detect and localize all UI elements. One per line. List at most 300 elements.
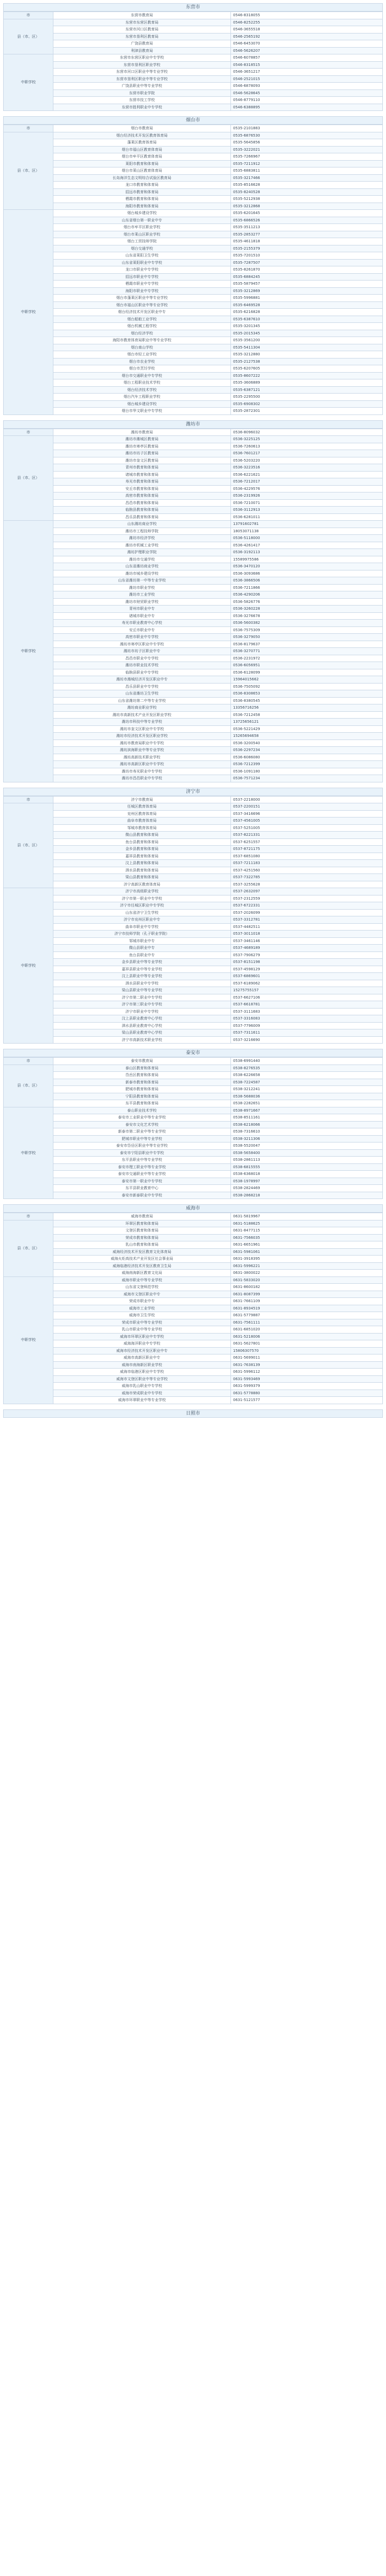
institution-name: 泰安市第一职业中专学校 <box>53 1178 231 1185</box>
table-row <box>4 563 383 570</box>
table-row <box>4 1171 383 1178</box>
table-row <box>4 768 383 775</box>
phone-number: 0535-6876530 <box>231 132 383 139</box>
phone-number: 0538-8511161 <box>231 1114 383 1122</box>
table-row <box>4 1149 383 1157</box>
phone-number: 0535-8516628 <box>231 182 383 189</box>
table-row <box>4 1093 383 1100</box>
phone-number: 0535-6469528 <box>231 301 383 309</box>
phone-number: 0537-6722331 <box>231 902 383 910</box>
city-header: 日照市 <box>3 1409 383 1418</box>
institution-name: 文登区教育和体育局 <box>53 1227 231 1235</box>
table-row <box>4 344 383 351</box>
table-row <box>4 1163 383 1171</box>
institution-name: 东营市技工学校 <box>53 97 231 104</box>
institution-name: 潍坊市寿光职业中专学校 <box>53 768 231 775</box>
city-table <box>3 125 383 415</box>
phone-number: 0537-3111683 <box>231 1008 383 1015</box>
table-row <box>4 316 383 323</box>
table-row <box>4 132 383 139</box>
phone-number: 0538-2824469 <box>231 1185 383 1192</box>
table-row <box>4 690 383 698</box>
institution-name: 山东省潍坊第一中等专业学校 <box>53 577 231 585</box>
institution-name: 烟台市交通职业中专学校 <box>53 372 231 379</box>
table-row <box>4 1390 383 1397</box>
institution-name: 东平县职业中等专业学校 <box>53 1157 231 1164</box>
table-row <box>4 676 383 684</box>
table-row <box>4 937 383 945</box>
institution-name: 荣成市职业中等专业学校 <box>53 1319 231 1326</box>
institution-name: 山东潍坊商业学校 <box>53 521 231 528</box>
phone-number: 0537-2200151 <box>231 803 383 811</box>
table-row <box>4 1241 383 1249</box>
city-table <box>3 1213 383 1404</box>
table-row <box>4 1220 383 1227</box>
table-row <box>4 273 383 281</box>
institution-name: 汶上县职业中等专业学校 <box>53 973 231 980</box>
table-row <box>4 40 383 48</box>
institution-name: 嘉祥县教育和体育局 <box>53 853 231 860</box>
table-row <box>4 379 383 387</box>
phone-number: 0536-4261417 <box>231 542 383 549</box>
institution-name: 威海市乳山职业中专学校 <box>53 1383 231 1390</box>
table-row <box>4 443 383 450</box>
phone-number: 0535-2155379 <box>231 245 383 252</box>
table-row <box>4 33 383 40</box>
phone-number: 0537-8721175 <box>231 846 383 853</box>
institution-name: 潍坊市交通学校 <box>53 556 231 563</box>
table-row <box>4 697 383 704</box>
phone-number: 0536-2319926 <box>231 492 383 500</box>
table-row <box>4 1305 383 1312</box>
table-row <box>4 747 383 754</box>
phone-number: 0538-5688036 <box>231 1093 383 1100</box>
table-row <box>4 683 383 690</box>
table-row <box>4 1029 383 1037</box>
table-row <box>4 796 383 803</box>
institution-name: 山东省济宁卫生学校 <box>53 909 231 916</box>
phone-number: 0537-2632097 <box>231 888 383 895</box>
institution-name: 高密市教育和体育局 <box>53 492 231 500</box>
institution-name: 济宁高新区教育体育局 <box>53 881 231 888</box>
institution-name: 宁阳县教育和体育局 <box>53 1093 231 1100</box>
institution-name: 济宁市第一职业中专学校 <box>53 895 231 902</box>
phone-number: 0537-7906279 <box>231 951 383 959</box>
table-row <box>4 1100 383 1107</box>
phone-number: 0631-3800022 <box>231 1270 383 1277</box>
table-row <box>4 245 383 252</box>
table-row <box>4 966 383 973</box>
institution-name: 烟台市蓬莱区职业中等专业学校 <box>53 295 231 302</box>
table-row <box>4 1008 383 1015</box>
phone-number: 0546-3655518 <box>231 26 383 33</box>
table-row <box>4 89 383 97</box>
institution-name: 青州市教育和体育局 <box>53 464 231 472</box>
institution-name: 威海市经济技术开发区职业中专 <box>53 1347 231 1354</box>
institution-name: 诸城市职业中专 <box>53 612 231 620</box>
table-row <box>4 485 383 492</box>
table-row <box>4 1276 383 1284</box>
institution-name: 乳山市职业中等专业学校 <box>53 1326 231 1334</box>
phone-number: 0538-6815555 <box>231 1163 383 1171</box>
table-row <box>4 1248 383 1256</box>
phone-number: 0537-8151198 <box>231 959 383 966</box>
phone-number: 0536-8096032 <box>231 429 383 436</box>
institution-name: 东营市教育局 <box>53 12 231 19</box>
phone-number: 0631-5627801 <box>231 1340 383 1348</box>
phone-number: 0538-8971667 <box>231 1107 383 1114</box>
phone-number: 0536-3200540 <box>231 740 383 747</box>
table-row <box>4 125 383 132</box>
city-header: 东营市 <box>3 3 383 12</box>
table-row <box>4 577 383 585</box>
phone-number: 0631-8477115 <box>231 1227 383 1235</box>
city-header: 烟台市 <box>3 116 383 125</box>
table-row <box>4 26 383 33</box>
institution-name: 威海市高新区职业中专 <box>53 1354 231 1362</box>
phone-number: 0536-3270771 <box>231 648 383 655</box>
table-row <box>4 803 383 811</box>
table-row <box>4 902 383 910</box>
institution-name: 岱岳区教育和体育局 <box>53 1072 231 1079</box>
institution-name: 威海市卫生学校 <box>53 1312 231 1319</box>
institution-name: 潍坊市城乡建设学校 <box>53 570 231 577</box>
phone-number: 0546-6388895 <box>231 104 383 111</box>
institution-name: 荣成市教育和体育局 <box>53 1234 231 1241</box>
table-row <box>4 626 383 634</box>
table-row <box>4 754 383 761</box>
table-row <box>4 669 383 676</box>
institution-name: 微山县职业中专 <box>53 945 231 952</box>
table-row <box>4 351 383 359</box>
table-row <box>4 556 383 563</box>
institution-name: 海阳市教育体育局职业中等专业学校 <box>53 337 231 344</box>
table-row <box>4 867 383 874</box>
institution-name: 昌乐县教育和体育局 <box>53 513 231 521</box>
table-row <box>4 47 383 54</box>
table-row <box>4 648 383 655</box>
institution-name: 泰安市交通职业中等专业学校 <box>53 1171 231 1178</box>
table-row <box>4 931 383 938</box>
category-label: 中职学校 <box>4 521 53 782</box>
table-row <box>4 1114 383 1122</box>
table-row <box>4 139 383 147</box>
institution-name: 潍坊市昌邑职业中专学校 <box>53 775 231 782</box>
phone-number: 0631-5218006 <box>231 1333 383 1340</box>
phone-number: 0631-5993469 <box>231 1375 383 1383</box>
institution-name: 汶上县教育和体育局 <box>53 860 231 867</box>
table-row <box>4 217 383 224</box>
institution-name: 济宁市职业中专学校 <box>53 1008 231 1015</box>
phone-number: 0536-1091180 <box>231 768 383 775</box>
phone-number: 0538-6218066 <box>231 1121 383 1128</box>
table-row <box>4 450 383 457</box>
phone-number: 0535-5879457 <box>231 281 383 288</box>
table-row <box>4 853 383 860</box>
phone-number: 0631-6651961 <box>231 1241 383 1249</box>
phone-number: 0535-2295500 <box>231 394 383 401</box>
table-row <box>4 1270 383 1277</box>
table-row <box>4 994 383 1001</box>
phone-number: 0537-4251560 <box>231 867 383 874</box>
table-row <box>4 598 383 606</box>
table-row <box>4 1354 383 1362</box>
phone-number: 0537-6251557 <box>231 838 383 846</box>
table-row <box>4 860 383 867</box>
institution-name: 烟台船舶工业学校 <box>53 316 231 323</box>
table-row <box>4 1361 383 1369</box>
phone-number: 0536-7212399 <box>231 761 383 768</box>
table-row <box>4 874 383 881</box>
table-row <box>4 980 383 987</box>
phone-number: 0535-7201510 <box>231 252 383 260</box>
table-row <box>4 1298 383 1305</box>
institution-name: 招远市职业中专学校 <box>53 273 231 281</box>
phone-number: 0537-2312559 <box>231 895 383 902</box>
phone-number: 0535-6908302 <box>231 400 383 408</box>
category-label: 中职学校 <box>4 54 53 111</box>
table-row <box>4 224 383 231</box>
table-row <box>4 916 383 924</box>
phone-number: 0535-6884245 <box>231 273 383 281</box>
table-row <box>4 196 383 203</box>
city-table <box>3 429 383 782</box>
phone-number: 0546-8779110 <box>231 97 383 104</box>
table-row <box>4 104 383 111</box>
table-row <box>4 620 383 627</box>
table-row <box>4 1333 383 1340</box>
institution-name: 山东省潍坊商业学校 <box>53 563 231 570</box>
institution-name: 济宁市高级职业学校 <box>53 888 231 895</box>
institution-name: 烟台市牟平区职业学校 <box>53 224 231 231</box>
table-row <box>4 641 383 648</box>
phone-number: 0535-5645856 <box>231 139 383 147</box>
table-row <box>4 174 383 182</box>
phone-number: 0535-2127538 <box>231 358 383 365</box>
city-header: 威海市 <box>3 1204 383 1213</box>
table-row <box>4 521 383 528</box>
phone-number: 0631-5121577 <box>231 1397 383 1404</box>
institution-name: 威海海洋职业中专学校 <box>53 1340 231 1348</box>
category-label: 市 <box>4 125 53 132</box>
institution-name: 潍坊高新技术职业学校 <box>53 754 231 761</box>
phone-number: 15589975586 <box>231 556 383 563</box>
phone-number: 0537-2218000 <box>231 796 383 803</box>
table-row <box>4 1213 383 1220</box>
phone-number: 0537-7322785 <box>231 874 383 881</box>
phone-number: 13356716256 <box>231 704 383 712</box>
table-row <box>4 1015 383 1023</box>
institution-name: 潍坊市高新技术产业开发区职业学校 <box>53 711 231 719</box>
phone-number: 0631-7661109 <box>231 1298 383 1305</box>
table-row <box>4 1262 383 1270</box>
phone-number: 0536-7505092 <box>231 683 383 690</box>
phone-number: 0535-3212868 <box>231 203 383 210</box>
institution-name: 梁山县教育和体育局 <box>53 874 231 881</box>
institution-name: 烟台市莱山区职业学校 <box>53 231 231 238</box>
institution-name: 临朐县职业中专学校 <box>53 669 231 676</box>
table-row <box>4 923 383 931</box>
city-header: 潍坊市 <box>3 420 383 429</box>
institution-name: 荣成市职业中专 <box>53 1298 231 1305</box>
phone-number: 0536-8380545 <box>231 697 383 704</box>
institution-name: 泰安市宁阳县职业中专学校 <box>53 1149 231 1157</box>
phone-number: 0537-6189062 <box>231 980 383 987</box>
table-row <box>4 203 383 210</box>
table-row <box>4 97 383 104</box>
phone-number: 0631-8087399 <box>231 1291 383 1298</box>
institution-name: 高密市职业中专学校 <box>53 634 231 641</box>
institution-name: 梁山县职业中等专业学校 <box>53 987 231 994</box>
phone-number: 0546-2521015 <box>231 75 383 83</box>
phone-number: 0535-7211912 <box>231 160 383 167</box>
phone-number: 0535-6866526 <box>231 217 383 224</box>
phone-number: 0535-3217466 <box>231 174 383 182</box>
institution-name: 潍坊市经济技术开发区职业学校 <box>53 733 231 740</box>
phone-number: 0546-8318055 <box>231 12 383 19</box>
table-row <box>4 365 383 373</box>
table-row <box>4 1347 383 1354</box>
phone-number: 0536-2231972 <box>231 655 383 662</box>
institution-name: 安丘市教育和体育局 <box>53 485 231 492</box>
table-row <box>4 959 383 966</box>
table-row <box>4 733 383 740</box>
category-label: 中职学校 <box>4 888 53 1044</box>
institution-name: 烟台市轻工业学校 <box>53 351 231 359</box>
institution-name: 潍坊滨海职业中等专业学校 <box>53 747 231 754</box>
phone-number: 0535-3222021 <box>231 146 383 153</box>
table-row <box>4 471 383 478</box>
table-row <box>4 337 383 344</box>
phone-number: 0538-2282651 <box>231 1100 383 1107</box>
institution-name: 威海临港经济技术开发区教育卫生局 <box>53 1262 231 1270</box>
phone-number: 0536-3260228 <box>231 606 383 613</box>
phone-number: 0538-7224587 <box>231 1079 383 1086</box>
institution-name: 泰山区教育和体育局 <box>53 1065 231 1072</box>
phone-number: 0536-7211866 <box>231 584 383 591</box>
institution-name: 山东省文登师范学校 <box>53 1284 231 1291</box>
institution-name: 泰安市理工职业中等专业学校 <box>53 1163 231 1171</box>
institution-name: 烟台工贸技师学院 <box>53 238 231 245</box>
institution-name: 金乡县教育和体育局 <box>53 846 231 853</box>
table-row <box>4 1065 383 1072</box>
phone-number: 0537-2026099 <box>231 909 383 916</box>
institution-name: 招远市教育和体育局 <box>53 188 231 196</box>
table-row <box>4 287 383 295</box>
institution-name: 烟台市莱山区教育体育局 <box>53 167 231 175</box>
phone-number: 0536-3093686 <box>231 570 383 577</box>
institution-name: 泗水县职业教育中心学校 <box>53 1022 231 1029</box>
category-label: 县（市、区） <box>4 436 53 521</box>
phone-number: 0536-3112913 <box>231 507 383 514</box>
table-row <box>4 492 383 500</box>
phone-number: 0535-3212880 <box>231 351 383 359</box>
table-row <box>4 182 383 189</box>
institution-name: 济宁市教育局 <box>53 796 231 803</box>
institution-name: 曲阜市职业中专学校 <box>53 923 231 931</box>
phone-number: 0631-5819967 <box>231 1213 383 1220</box>
phone-number: 0546-6078857 <box>231 54 383 62</box>
phone-number: 18053071138 <box>231 528 383 535</box>
institution-name: 潍坊市寒亭区教育局 <box>53 443 231 450</box>
institution-name: 肥城市职业中等专业学校 <box>53 1135 231 1143</box>
institution-name: 威海市文登区职业中等专业学校 <box>53 1375 231 1383</box>
institution-name: 临朐县教育和体育局 <box>53 507 231 514</box>
phone-number: 0538-7316610 <box>231 1128 383 1136</box>
institution-name: 济宁市任城区职业中专学校 <box>53 902 231 910</box>
table-row <box>4 358 383 365</box>
phone-number: 0536-5221429 <box>231 725 383 733</box>
table-row <box>4 1227 383 1235</box>
phone-number: 0535-3212869 <box>231 287 383 295</box>
table-row <box>4 1107 383 1114</box>
phone-number: 0536-7571234 <box>231 775 383 782</box>
phone-number: 0538-6991440 <box>231 1058 383 1065</box>
table-row <box>4 231 383 238</box>
institution-name: 金乡县职业中等专业学校 <box>53 959 231 966</box>
institution-name: 济宁市技师学院（孔子职业学院） <box>53 931 231 938</box>
table-row <box>4 817 383 825</box>
table-row <box>4 909 383 916</box>
category-label: 县（市、区） <box>4 803 53 888</box>
table-row <box>4 634 383 641</box>
phone-number: 0536-7210071 <box>231 499 383 507</box>
table-row <box>4 12 383 19</box>
table-row <box>4 281 383 288</box>
category-label: 中职学校 <box>4 1107 53 1199</box>
institution-name: 东营市河口区职业中等专业学校 <box>53 69 231 76</box>
phone-number: 0535-6201645 <box>231 210 383 217</box>
institution-name: 烟台经济技术开发区教育体育局 <box>53 132 231 139</box>
institution-name: 威海市职业中等专业学校 <box>53 1276 231 1284</box>
institution-name: 东营市垦利区职业学校 <box>53 61 231 69</box>
phone-number: 0537-3312781 <box>231 916 383 924</box>
table-row <box>4 1291 383 1298</box>
institution-name: 山东省莱阳卫生学校 <box>53 252 231 260</box>
institution-name: 昌乐县职业中专学校 <box>53 683 231 690</box>
table-row <box>4 1375 383 1383</box>
category-label: 中职学校 <box>4 210 53 415</box>
phone-number: 0538-2868218 <box>231 1192 383 1199</box>
table-row <box>4 436 383 443</box>
table-row <box>4 584 383 591</box>
phone-number: 0631-5996221 <box>231 1262 383 1270</box>
institution-name: 东平县教育和体育局 <box>53 1100 231 1107</box>
phone-number: 0536-3866506 <box>231 577 383 585</box>
table-row <box>4 1192 383 1199</box>
institution-name: 寿光市教育和体育局 <box>53 478 231 486</box>
phone-number: 0536-6221621 <box>231 471 383 478</box>
phone-number: 0537-3216690 <box>231 1036 383 1044</box>
table-row <box>4 810 383 817</box>
institution-name: 泗水县职业中专学校 <box>53 980 231 987</box>
table-row <box>4 1369 383 1376</box>
phone-number: 0536-6281011 <box>231 513 383 521</box>
table-row <box>4 725 383 733</box>
table-row <box>4 740 383 747</box>
institution-name: 济宁市兖州区职业中专 <box>53 916 231 924</box>
phone-number: 0535-2101883 <box>231 125 383 132</box>
table-row <box>4 295 383 302</box>
institution-name: 威海市荣成职业中专学校 <box>53 1390 231 1397</box>
phone-number: 0537-6851080 <box>231 853 383 860</box>
phone-number: 0546-2565192 <box>231 33 383 40</box>
phone-number: 0538-2861113 <box>231 1157 383 1164</box>
table-row <box>4 1121 383 1128</box>
phone-number: 0631-3918395 <box>231 1256 383 1263</box>
institution-name: 潍坊市潍城经济开发区职业中专 <box>53 676 231 684</box>
phone-number: 0537-4598129 <box>231 966 383 973</box>
